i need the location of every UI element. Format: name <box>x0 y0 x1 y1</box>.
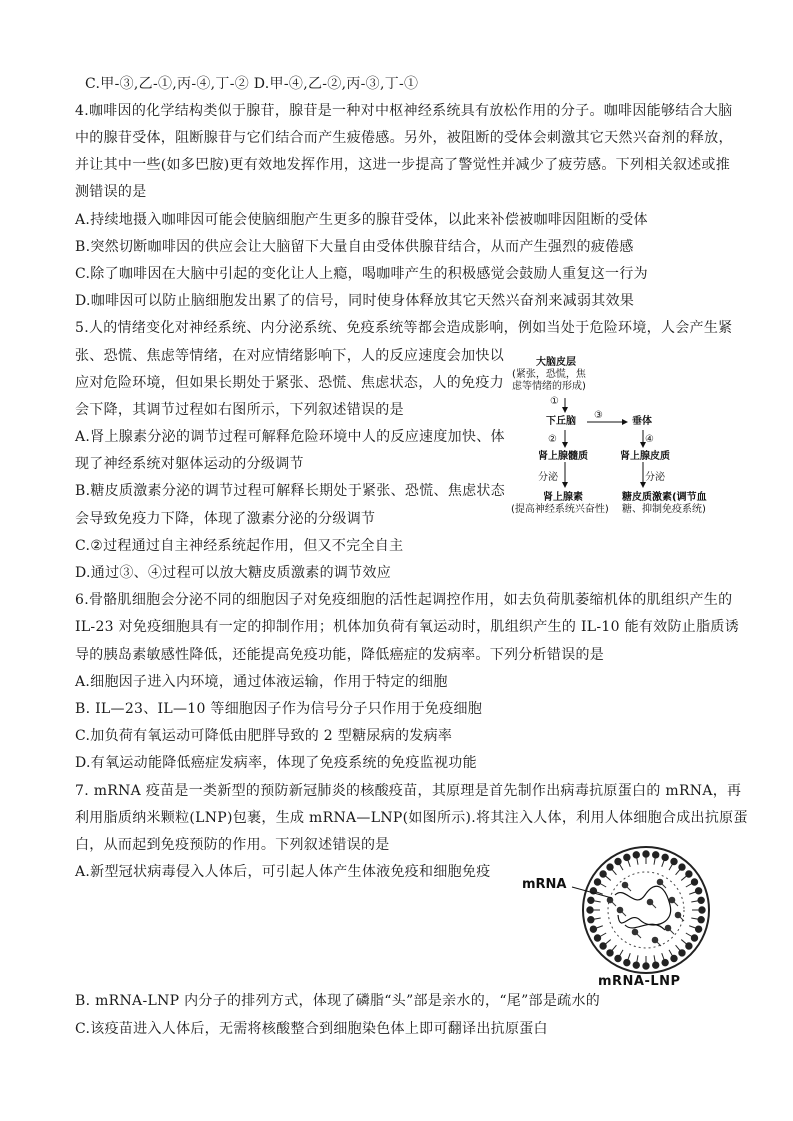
hypothalamus-label: 下丘脑 <box>546 416 576 427</box>
text-line: A.细胞因子进入内环境，通过体液运输，作用于特定的细胞 <box>75 674 448 690</box>
text-line: 测错误的是 <box>75 184 147 200</box>
text-line: 应对危险环境，但如果长期处于紧张、恐慌、焦虑状态，人的免疫力 <box>75 375 504 391</box>
glucocorticoid-note: 糖、抑制免疫系统) <box>622 504 706 515</box>
text-line: A.新型冠状病毒侵入人体后，可引起人体产生体液免疫和细胞免疫 <box>75 864 491 880</box>
adrenaline-label: 肾上腺素 <box>543 492 583 503</box>
secrete-right-label: 分泌 <box>645 472 665 483</box>
text-line: 现了神经系统对躯体运动的分级调节 <box>75 456 304 472</box>
text-line: 利用脂质纳米颗粒(LNP)包裹，生成 mRNA—LNP(如图所示).将其注入人体，利用人体细胞合成出抗原蛋 <box>75 810 748 826</box>
lnp-illustration <box>500 840 730 995</box>
text-line: D.通过③、④过程可以放大糖皮质激素的调节效应 <box>75 565 392 581</box>
adrenal-medulla-label: 肾上腺髓质 <box>538 451 588 462</box>
text-line: D.有氧运动能降低癌症发病率，体现了免疫系统的免疫监视功能 <box>75 755 477 771</box>
phospholipid-head <box>594 879 600 885</box>
pituitary-label: 垂体 <box>632 416 652 427</box>
text-line: C.除了咖啡因在大脑中引起的变化让人上瘾，喝咖啡产生的积极感觉会鼓励人重复这一行为 <box>75 266 648 282</box>
text-line: 张、恐慌、焦虑等情绪，在对应情绪影响下，人的反应速度会加快以 <box>75 348 504 364</box>
phospholipid-head <box>662 854 668 860</box>
step-1-label: ① <box>550 396 559 407</box>
text-line: 中的腺苷受体，阻断腺苷与它们结合而产生疲倦感。另外，被阻断的受体会刺激其它天然兴奋剂的释放， <box>75 130 733 146</box>
step-2-label: ② <box>548 434 557 445</box>
text-line: 7. mRNA 疫苗是一类新型的预防新冠肺炎的核酸疫苗，其原理是首先制作出病毒抗原蛋白的 mRNA，再 <box>75 783 742 799</box>
text-line: 会下降，其调节过程如右图所示，下列叙述错误的是 <box>75 402 404 418</box>
phospholipid-head <box>691 879 697 885</box>
cortex-note: (紧张，恐慌，焦 <box>512 369 586 380</box>
phospholipid-head <box>624 959 630 965</box>
lnp-label: mRNA-LNP <box>598 974 681 989</box>
adrenal-cortex-label: 肾上腺皮质 <box>620 451 670 462</box>
text-line: C.②过程通过自主神经系统起作用，但又不完全自主 <box>75 538 404 554</box>
text-line: A.持续地摄入咖啡因可能会使脑细胞产生更多的腺苷受体，以此来补偿被咖啡因阻断的受体 <box>75 212 648 228</box>
secrete-left-label: 分泌 <box>538 472 558 483</box>
text-line: 会导致免疫力下降，体现了激素分泌的分级调节 <box>75 511 376 527</box>
step-4-label: ④ <box>645 434 654 445</box>
text-line: 6.骨骼肌细胞会分泌不同的细胞因子对免疫细胞的活性起调控作用，如去负荷肌萎缩机体的肌组织产生的 <box>75 592 733 608</box>
text-line: B.突然切断咖啡因的供应会让大脑留下大量自由受体供腺苷结合，从而产生强烈的疲倦感 <box>75 239 634 255</box>
text-line: D.咖啡因可以防止脑细胞发出累了的信号，同时使身体释放其它天然兴奋剂来减弱其效果 <box>75 293 635 309</box>
phospholipid-head <box>671 955 677 961</box>
cortex-label: 大脑皮层 <box>536 357 576 368</box>
text-line: B. mRNA-LNP 内分子的排列方式，体现了磷脂“头”部是亲水的，“尾”部是疏水的 <box>75 993 601 1009</box>
text-line: C.该疫苗进入人体后，无需将核酸整合到细胞染色体上即可翻译出抗原蛋白 <box>75 1021 548 1037</box>
text-line: C.甲-③,乙-①,丙-④,丁-② D.甲-④,乙-②,丙-③,丁-① <box>85 76 419 92</box>
text-line: C.加负荷有氧运动可降低由肥胖导致的 2 型糖尿病的发病率 <box>75 728 453 744</box>
phospholipid-head <box>691 935 697 941</box>
mrna-label: mRNA <box>522 877 567 892</box>
text-line: 并让其中一些(如多巴胺)更有效地发挥作用，这进一步提高了警觉性并减少了疲劳感。下列相关叙述或推 <box>75 157 731 173</box>
phospholipid-head <box>662 959 668 965</box>
phospholipid-head <box>695 888 701 894</box>
phospholipid-head <box>695 926 701 932</box>
text-line: IL-23 对免疫细胞具有一定的抑制作用；机体加负荷有氧运动时，肌组织产生的 IL-10 能有效防止脂质诱 <box>75 619 739 635</box>
phospholipid-head <box>615 955 621 961</box>
text-line: 导的胰岛素敏感性降低，还能提高免疫功能，降低癌症的发病率。下列分析错误的是 <box>75 647 605 663</box>
text-line: 5.人的情绪变化对神经系统、内分泌系统、免疫系统等都会造成影响，例如当处于危险环境，人会产生紧 <box>75 320 733 336</box>
step-3-label: ③ <box>594 410 603 421</box>
text-line: B.糖皮质激素分泌的调节过程可解释长期处于紧张、恐慌、焦虑状态 <box>75 483 506 499</box>
text-line: 4.咖啡因的化学结构类似于腺苷，腺苷是一种对中枢神经系统具有放松作用的分子。咖啡因能够结合大脑 <box>75 103 733 119</box>
adrenaline-note: (提高神经系统兴奋性) <box>511 504 609 515</box>
phospholipid-head <box>590 926 596 932</box>
phospholipid-head <box>615 858 621 864</box>
phospholipid-head <box>671 858 677 864</box>
phospholipid-head <box>624 854 630 860</box>
phospholipid-head <box>594 935 600 941</box>
text-line: B. IL—23、IL—10 等细胞因子作为信号分子只作用于免疫细胞 <box>75 701 483 717</box>
cortex-note: 虑等情绪的形成) <box>512 381 586 392</box>
glucocorticoid-label: 糖皮质激素(调节血 <box>622 492 707 503</box>
text-line: A.肾上腺素分泌的调节过程可解释危险环境中人的反应速度加快、体 <box>75 429 505 445</box>
text-line: 白，从而起到免疫预防的作用。下列叙述错误的是 <box>75 837 390 853</box>
